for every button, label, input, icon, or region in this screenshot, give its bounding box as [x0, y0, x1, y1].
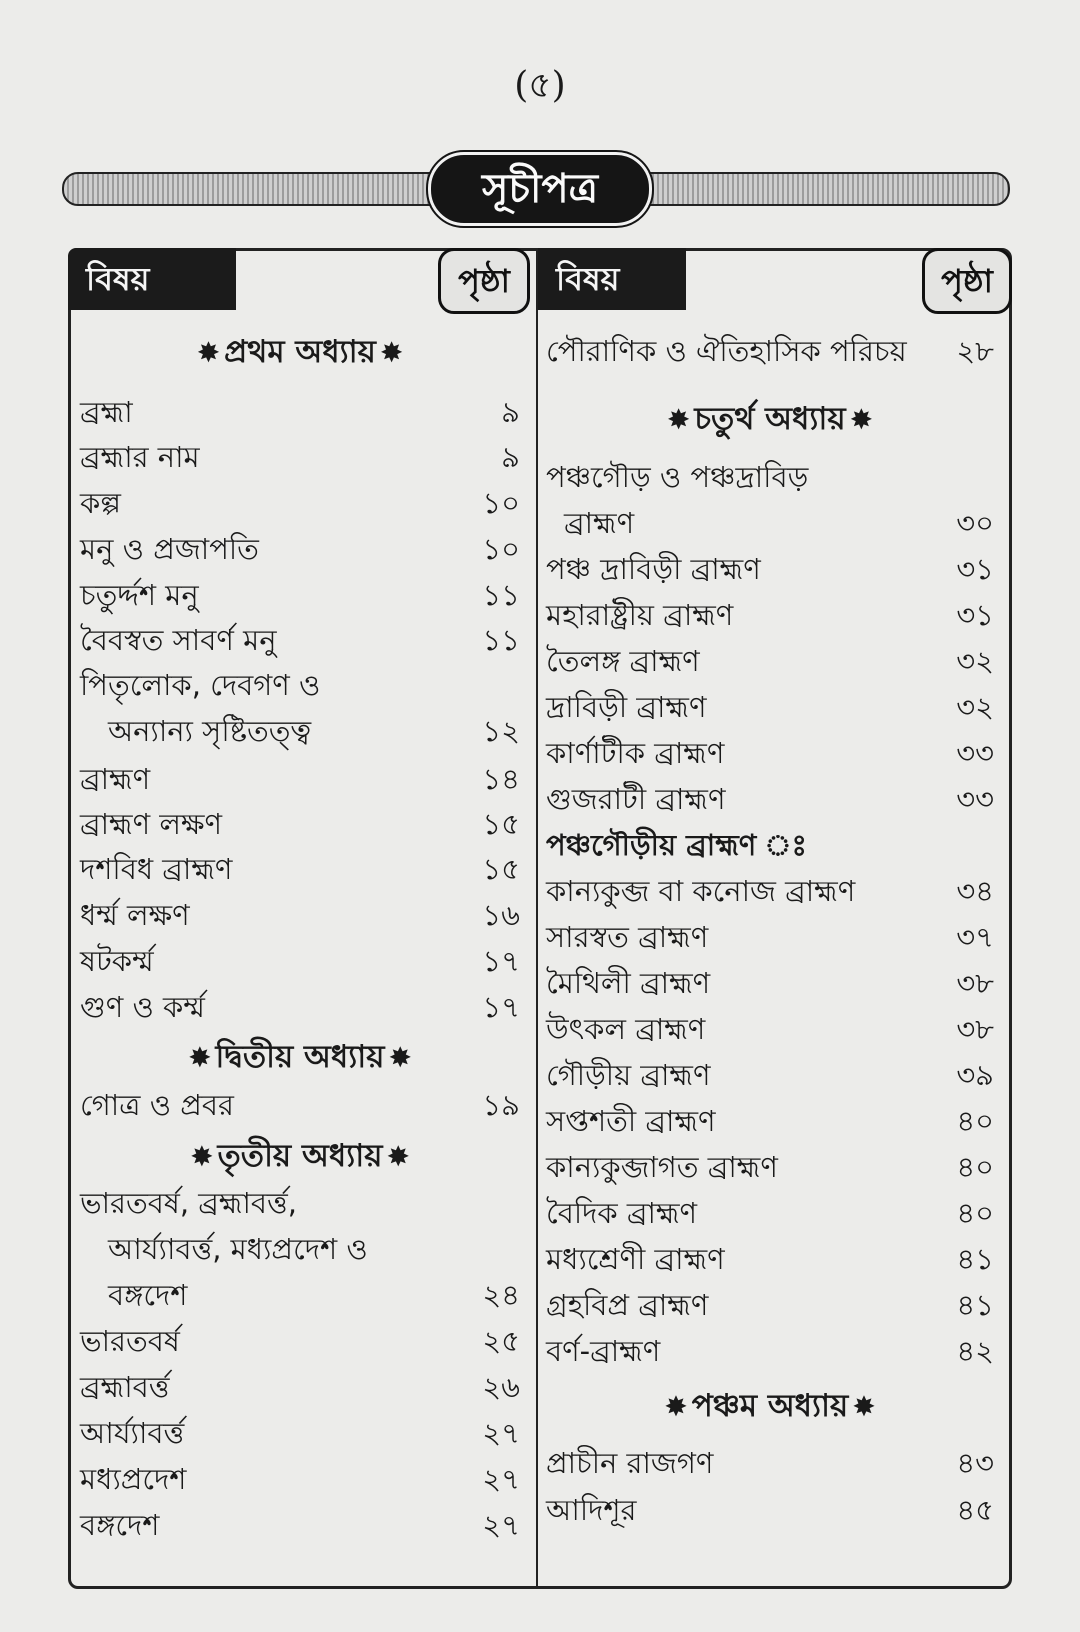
toc-entry[interactable]: [80, 526, 520, 572]
entry-title: গৌড়ীয় ব্রাহ্মণ: [546, 1058, 711, 1092]
entry-title: কল্প: [80, 486, 121, 520]
entry-page-number: ২৫: [482, 1324, 520, 1358]
right-page-header: পৃষ্ঠা: [922, 248, 1012, 314]
toc-entry[interactable]: [80, 1410, 520, 1456]
entry-title: গুজরাটী ব্রাহ্মণ: [546, 782, 726, 816]
entry-title: গুণ ও কর্ম্ম: [80, 990, 205, 1024]
star-ornament-icon: ✸: [849, 403, 874, 436]
toc-entry[interactable]: [546, 1144, 994, 1190]
entry-title: বঙ্গদেশ: [80, 1508, 160, 1542]
toc-entry[interactable]: [546, 1282, 994, 1328]
entry-title: ব্রাহ্মণ লক্ষণ: [80, 807, 223, 841]
entry-page-number: ৪৫: [956, 1493, 994, 1527]
entry-title: গোত্র ও প্রবর: [80, 1088, 235, 1122]
entry-page-number: ৪০: [956, 1196, 994, 1230]
entry-title: বর্ণ-ব্রাহ্মণ: [546, 1334, 661, 1368]
chapter-title: তৃতীয় অধ্যায়: [217, 1138, 383, 1174]
entry-page-number: ৩০: [956, 506, 994, 540]
chapter-title: পঞ্চম অধ্যায়: [691, 1388, 849, 1424]
chapter-title: দ্বিতীয় অধ্যায়: [215, 1039, 385, 1075]
toc-entry[interactable]: [80, 708, 520, 754]
chapter-title: প্রথম অধ্যায়: [224, 334, 376, 370]
star-ornament-icon: ✸: [379, 336, 404, 369]
subsection-heading: পঞ্চগৌড়ীয় ব্রাহ্মণ ঃ: [546, 828, 807, 862]
star-ornament-icon: ✸: [196, 336, 221, 369]
chapter-heading: [80, 1033, 520, 1081]
entry-title: ধর্ম্ম লক্ষণ: [80, 898, 190, 932]
entry-title: মধ্যপ্রদেশ: [80, 1462, 187, 1496]
toc-entry[interactable]: [546, 500, 994, 546]
entry-title: পঞ্চগৌড় ও পঞ্চদ্রাবিড়: [546, 460, 809, 494]
toc-entry[interactable]: [80, 892, 520, 938]
entry-page-number: ১৯: [482, 1088, 520, 1122]
toc-entry[interactable]: [80, 1272, 520, 1318]
entry-page-number: ৯: [501, 395, 520, 429]
toc-entry[interactable]: [546, 1052, 994, 1098]
entry-title: ভারতবর্ষ, ব্রহ্মাবর্ত্ত,: [80, 1186, 298, 1220]
entry-page-number: ৩২: [956, 644, 994, 678]
entry-title: অন্যান্য সৃষ্টিতত্ত্ব: [108, 714, 312, 748]
entry-page-number: ৩৮: [956, 966, 994, 1000]
toc-entry[interactable]: [546, 592, 994, 638]
toc-entry[interactable]: [80, 1226, 520, 1272]
entry-page-number: ৪২: [956, 1334, 994, 1368]
entry-page-number: ৩৭: [956, 920, 994, 954]
entry-page-number: ২৮: [956, 334, 994, 368]
entry-title: সপ্তশতী ব্রাহ্মণ: [546, 1104, 716, 1138]
entry-page-number: ৩১: [956, 552, 994, 586]
star-ornament-icon: ✸: [852, 1390, 876, 1423]
toc-entry[interactable]: [546, 1006, 994, 1052]
toc-entry[interactable]: [80, 1180, 520, 1226]
entry-page-number: ১৪: [482, 762, 520, 796]
page-number: (৫): [514, 65, 566, 106]
left-page-header: পৃষ্ঠা: [438, 248, 530, 314]
entry-title: ব্রহ্মাবর্ত্ত: [80, 1370, 170, 1404]
entry-page-number: ২৭: [482, 1416, 520, 1450]
entry-title: কান্যকুব্জাগত ব্রাহ্মণ: [546, 1150, 778, 1184]
entry-title: ষটকর্ম্ম: [80, 944, 154, 978]
entry-page-number: ২৭: [482, 1508, 520, 1542]
entry-title: ব্রাহ্মণ: [80, 762, 151, 796]
entry-title: কার্ণাটীক ব্রাহ্মণ: [546, 736, 725, 770]
entry-title: ভারতবর্ষ: [80, 1324, 180, 1358]
toc-entry[interactable]: [80, 480, 520, 526]
toc-entry[interactable]: [80, 801, 520, 847]
star-ornament-icon: ✸: [664, 1390, 688, 1423]
star-ornament-icon: ✸: [386, 1140, 410, 1173]
toc-entry[interactable]: [80, 938, 520, 984]
entry-title: পঞ্চ দ্রাবিড়ী ব্রাহ্মণ: [546, 552, 761, 586]
toc-entry[interactable]: [80, 617, 520, 663]
entry-page-number: ৩২: [956, 690, 994, 724]
entry-title: বঙ্গদেশ: [108, 1278, 188, 1312]
toc-entry[interactable]: [80, 1318, 520, 1364]
entry-page-number: ৩১: [956, 598, 994, 632]
entry-title: পৌরাণিক ও ঐতিহাসিক পরিচয়: [546, 334, 907, 368]
entry-title: চতুর্দ্দশ মনু: [80, 578, 199, 612]
entry-page-number: ২৬: [482, 1370, 520, 1404]
entry-page-number: ৪৩: [956, 1446, 994, 1480]
entry-title: পিতৃলোক, দেবগণ ও: [80, 668, 321, 702]
entry-title: প্রাচীন রাজগণ: [546, 1446, 714, 1480]
entry-title: বৈদিক ব্রাহ্মণ: [546, 1196, 698, 1230]
chapter-heading: [546, 395, 994, 443]
star-ornament-icon: ✸: [666, 403, 691, 436]
toc-entry[interactable]: [80, 984, 520, 1030]
toc-entry[interactable]: [546, 638, 994, 684]
entry-title: দ্রাবিড়ী ব্রাহ্মণ: [546, 690, 707, 724]
toc-entry[interactable]: [546, 868, 994, 914]
toc-entry[interactable]: [546, 1487, 994, 1533]
toc-entry[interactable]: [546, 914, 994, 960]
star-ornament-icon: ✸: [188, 1041, 212, 1074]
entry-page-number: ৯: [501, 440, 520, 474]
entry-title: আর্য্যাবর্ত্ত: [80, 1416, 185, 1450]
entry-title: ব্রহ্মার নাম: [80, 440, 200, 474]
chapter-heading: [80, 1132, 520, 1180]
toc-entry[interactable]: [546, 776, 994, 822]
entry-page-number: ২৪: [482, 1278, 520, 1312]
page-title: সূচীপত্র: [428, 152, 652, 226]
entry-title: সারস্বত ব্রাহ্মণ: [546, 920, 709, 954]
toc-entry[interactable]: [80, 756, 520, 802]
entry-title: গ্রহবিপ্র ব্রাহ্মণ: [546, 1288, 709, 1322]
toc-entry[interactable]: [546, 1190, 994, 1236]
toc-entry[interactable]: [546, 1440, 994, 1486]
toc-entry[interactable]: [546, 328, 994, 374]
toc-entry[interactable]: [80, 434, 520, 480]
entry-title: বৈবস্বত সাবর্ণ মনু: [80, 623, 277, 657]
toc-entry[interactable]: [80, 572, 520, 618]
column-divider: [536, 248, 538, 1586]
toc-entry[interactable]: [546, 730, 994, 776]
toc-entry[interactable]: [80, 1456, 520, 1502]
toc-entry[interactable]: [546, 1328, 994, 1374]
toc-entry[interactable]: [80, 1082, 520, 1128]
entry-page-number: ১০: [482, 532, 520, 566]
star-ornament-icon: ✸: [190, 1140, 214, 1173]
entry-page-number: ১৫: [482, 807, 520, 841]
entry-page-number: ৩৪: [956, 874, 994, 908]
entry-title: মৈথিলী ব্রাহ্মণ: [546, 966, 711, 1000]
star-ornament-icon: ✸: [388, 1041, 412, 1074]
entry-page-number: ১১: [482, 578, 520, 612]
entry-title: কান্যকুব্জ বা কনোজ ব্রাহ্মণ: [546, 874, 856, 908]
chapter-title: চতুর্থ অধ্যায়: [694, 401, 846, 437]
toc-entry[interactable]: [546, 684, 994, 730]
entry-page-number: ২৭: [482, 1462, 520, 1496]
toc-entry[interactable]: [80, 389, 520, 435]
chapter-heading: [80, 328, 520, 376]
entry-page-number: ১১: [482, 623, 520, 657]
entry-page-number: ১৭: [482, 944, 520, 978]
entry-title: আর্য্যাবর্ত্ত, মধ্যপ্রদেশ ও: [108, 1232, 368, 1266]
chapter-heading: [546, 1382, 994, 1430]
toc-entry[interactable]: [80, 1364, 520, 1410]
toc-entry[interactable]: [546, 960, 994, 1006]
entry-page-number: ১৭: [482, 990, 520, 1024]
toc-entry[interactable]: [546, 454, 994, 500]
entry-page-number: ১৬: [482, 898, 520, 932]
toc-entry[interactable]: [546, 1236, 994, 1282]
entry-page-number: ৪০: [956, 1104, 994, 1138]
toc-entry[interactable]: [80, 1502, 520, 1548]
left-topic-header: বিষয়: [68, 248, 236, 310]
entry-page-number: ৩৩: [956, 736, 994, 770]
entry-page-number: ৪০: [956, 1150, 994, 1184]
entry-page-number: ৩৩: [956, 782, 994, 816]
entry-title: ব্রহ্মা: [80, 395, 133, 429]
entry-page-number: ১২: [482, 714, 520, 748]
entry-title: মধ্যশ্রেণী ব্রাহ্মণ: [546, 1242, 725, 1276]
entry-title: আদিশূর: [546, 1493, 637, 1527]
entry-title: মহারাষ্ট্রীয় ব্রাহ্মণ: [546, 598, 734, 632]
toc-entry[interactable]: [546, 546, 994, 592]
entry-page-number: ৪১: [956, 1288, 994, 1322]
toc-entry[interactable]: [80, 662, 520, 708]
entry-page-number: ৩৮: [956, 1012, 994, 1046]
entry-title: দশবিধ ব্রাহ্মণ: [80, 852, 233, 886]
entry-page-number: ১৫: [482, 852, 520, 886]
entry-page-number: ১০: [482, 486, 520, 520]
right-topic-header: বিষয়: [538, 248, 686, 310]
entry-page-number: ৩৯: [956, 1058, 994, 1092]
entry-title: মনু ও প্রজাপতি: [80, 532, 259, 566]
entry-title: ব্রাহ্মণ: [564, 506, 635, 540]
entry-page-number: ৪১: [956, 1242, 994, 1276]
entry-title: তৈলঙ্গ ব্রাহ্মণ: [546, 644, 700, 678]
entry-title: উৎকল ব্রাহ্মণ: [546, 1012, 706, 1046]
toc-entry[interactable]: [80, 846, 520, 892]
toc-entry[interactable]: [546, 1098, 994, 1144]
